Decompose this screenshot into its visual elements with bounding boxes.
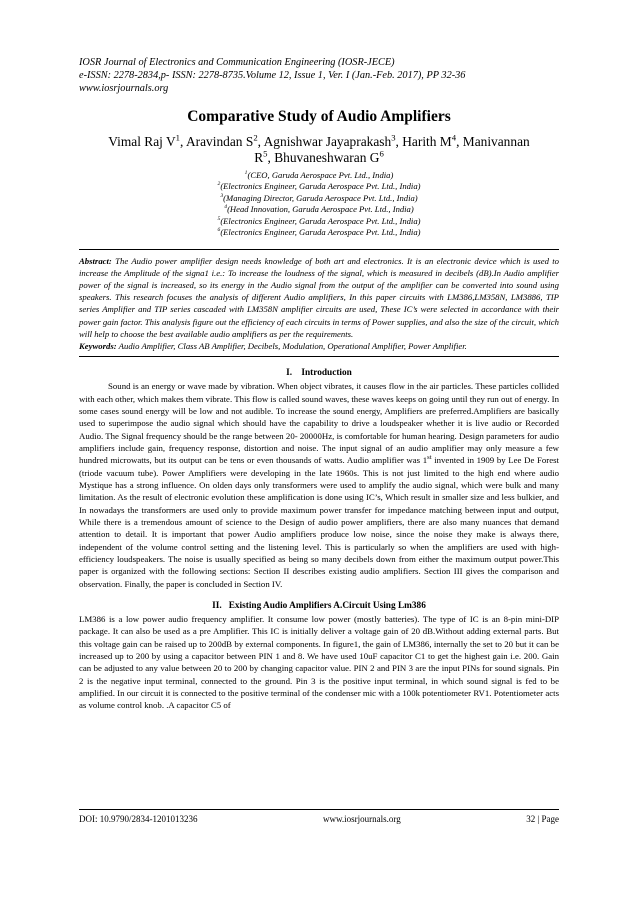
abstract-top-rule xyxy=(79,249,559,250)
author-sup: 3 xyxy=(391,132,396,143)
affiliation-sup: 6 xyxy=(217,227,221,234)
affiliation-sup: 2 xyxy=(217,181,221,188)
journal-name: IOSR Journal of Electronics and Communication Engineering (IOSR-JECE) xyxy=(79,57,395,68)
abstract-label: Abstract: xyxy=(79,255,112,266)
affiliation-sup: 1 xyxy=(244,169,248,176)
author-name: Agnishwar Jayaprakash xyxy=(263,133,392,149)
introduction-paragraph xyxy=(79,380,559,590)
journal-issn: e-ISSN: 2278-2834,p- ISSN: 2278-8735.Volume 12, Issue 1, Ver. I (Jan.-Feb. 2017), PP 32-36 xyxy=(79,70,466,82)
journal-header xyxy=(79,56,559,96)
author-name: Aravindan S xyxy=(185,133,254,149)
affiliation-text: (Electronics Engineer, Garuda Aerospace Pvt. Ltd., India) xyxy=(220,227,421,238)
affiliation xyxy=(79,227,559,239)
author-name: Bhuvaneshwaran G xyxy=(274,150,380,166)
affiliation-text: (Electronics Engineer, Garuda Aerospace Pvt. Ltd., India) xyxy=(220,181,421,192)
affiliation xyxy=(79,216,559,228)
affiliation-sup: 4 xyxy=(224,204,228,211)
affiliation xyxy=(79,170,559,182)
author-name: R xyxy=(254,150,264,166)
affiliation xyxy=(79,204,559,216)
author-name: Harith M xyxy=(402,133,452,149)
author-list: Vimal Raj $V^1$, Aravindan $S^2$, Agnishwar Jayaprakash$^3$, Harith $M^4$, Manivannan $R^5$, Bhuvaneshwaran $G^6$ xyxy=(108,132,530,166)
affiliation-text: (Electronics Engineer, Garuda Aerospace Pvt. Ltd., India) xyxy=(220,215,421,226)
journal-website: www.iosrjournals.org xyxy=(79,83,169,95)
affiliation-list xyxy=(79,170,559,239)
abstract xyxy=(79,255,559,353)
keywords-label: Keywords: xyxy=(79,341,117,352)
author-sup: 6 xyxy=(379,148,384,159)
keywords-text: Audio Amplifier, Class AB Amplifier, Decibels, Modulation, Operational Amplifier, Power Amplifier. xyxy=(118,341,467,352)
author-sup: 1 xyxy=(175,132,181,143)
author-sup: 5 xyxy=(263,148,268,159)
abstract-text: The Audio power amplifier design needs knowledge of both art and electronics. It is an electronic device which is used to increase the Amplitude of the signa1 i.e.: To increase the loudness of the signal, which is measured in decibels (dB).In Audio amplifier power of the signal is increased, so its energy in the Audio signal from the output of the amplifier can be converted into sound using speakers. This research focuses the analysis of different Audio amplifiers, In this paper circuits with LM386,LM358N, LM3886, TIP series Amplifier and TIP series cascaded with LM358N amplifier circuits are used, These IC’s were selected in accordance with their power gain factor. This analysis figure out the efficiency of each circuits in terms of Power supplies, and also the size of the circuit, which will help to choose the best available audio amplifiers as per the requirements. xyxy=(79,255,559,339)
intro-text-a: Sound is an energy or wave made by vibration. When object vibrates, it causes flow in the air particles. These particles collided with each other, which makes them vibrate. This flow is called sound waves, these waves keeps on going until they run out of energy. In some cases sound energy will be low and not audible. To increase the sound energy, Amplifiers are preferred.Amplifiers are basically used to superimpose the audio signal which should have the capability to drive a loudspeaker whether it is live audio or Recorded Audio. The Signal frequency should be the range between 20- 20000Hz, is comfortable for human hearing. Design parameters for audio amplifiers include gain, frequency response, distortion and noise. The input signal of an audio amplifier may only measure a few hundred microwatts, but its output can be tens or even thousands of watts. Audio amplifier was 1 xyxy=(79,381,559,466)
affiliation-sup: 3 xyxy=(220,192,224,199)
affiliation xyxy=(79,181,559,193)
paper-title: Comparative Study of Audio Amplifiers xyxy=(187,107,451,125)
intro-text-b: invented in 1909 by Lee De Forest (triode vacuum tube). Power Amplifiers were developing in the late 1960s. This is not just limited to the high end where audio Mystique has a strong influence. On olden days only transformers were used to amplify the audio signal, which were bulk and many limitation. As the result of electronic evolution these amplification is done using IC’s, Which result in smaller size and less bulkier, and In nowadays the transformers are used only to provide maximum power transfer for impedance matching between input and output, While there is a tremendous amount of science to the Design of audio power amplifiers, there are also many nuances that demand attention to detail. It is important that power Audio amplifiers produce low noise, since the noise they make is always there, independent of the volume control setting and the listening level. This is particularly so when the amplifiers are used with high-efficiency loudspeakers. The noise is usually specified as being so many decibels down from either the maximum output power.This paper is organized with the following sections: Section II describes existing audio amplifiers. Section III gives the comparison and observation. Finally, the paper is concluded in Section IV. xyxy=(79,455,559,589)
affiliation xyxy=(79,193,559,205)
section-heading-existing-amplifiers: II. Existing Audio Amplifiers A.Circuit Using Lm386 xyxy=(212,601,426,612)
intro-sup: st xyxy=(427,454,432,462)
author-sup: 4 xyxy=(451,132,457,143)
author-name: Vimal Raj V xyxy=(108,133,176,149)
affiliation-text: (Head Innovation, Garuda Aerospace Pvt. Ltd., India) xyxy=(227,204,414,215)
footer-doi: DOI: 10.9790/2834-1201013236 xyxy=(79,814,198,824)
page-footer xyxy=(79,809,559,824)
abstract-bottom-rule xyxy=(79,356,559,357)
paper-page xyxy=(79,56,559,712)
affiliation-sup: 5 xyxy=(217,215,221,222)
affiliation-text: (CEO, Garuda Aerospace Pvt. Ltd., India) xyxy=(247,169,394,180)
author-sup: 2 xyxy=(253,132,258,143)
section-heading-introduction: I. Introduction xyxy=(286,368,352,379)
footer-website: www.iosrjournals.org xyxy=(322,814,401,824)
affiliation-text: (Managing Director, Garuda Aerospace Pvt. Ltd., India) xyxy=(223,192,418,203)
author-name: Manivannan xyxy=(462,133,530,149)
lm386-paragraph: LM386 is a low power audio frequency amplifier. It consume low power (mostly batteries). The type of IC is an 8-pin mini-DIP package. It can also be used as a pre Amplifier. This IC is initially deliver a voltage gain of 20 dB.Without adding external parts. But this voltage gain can be raised up to 200dB by external components. In figure1, the gain of LM386, internally the set to 20 but it can be increased up to 200 by using a capacitor between PIN 1 and 8. We have used 10uF capacitor C1 to get the highest gain i.e. 200. Gain can be adjusted to any value between 20 to 200 by changing capacitor value. PIN 2 and PIN 3 are the input PINs for sound signals. Pin 2 is the negative input terminal, connected to the ground. Pin 3 is the positive input terminal, in which sound signal is fed to be amplified. In our circuit it is connected to the positive terminal of the condenser mic with a 100k potentiometer RV1. Potentiometer acts as volume control knob. .A capacitor C5 of xyxy=(79,614,559,711)
footer-page-number: 32 | Page xyxy=(526,814,559,824)
